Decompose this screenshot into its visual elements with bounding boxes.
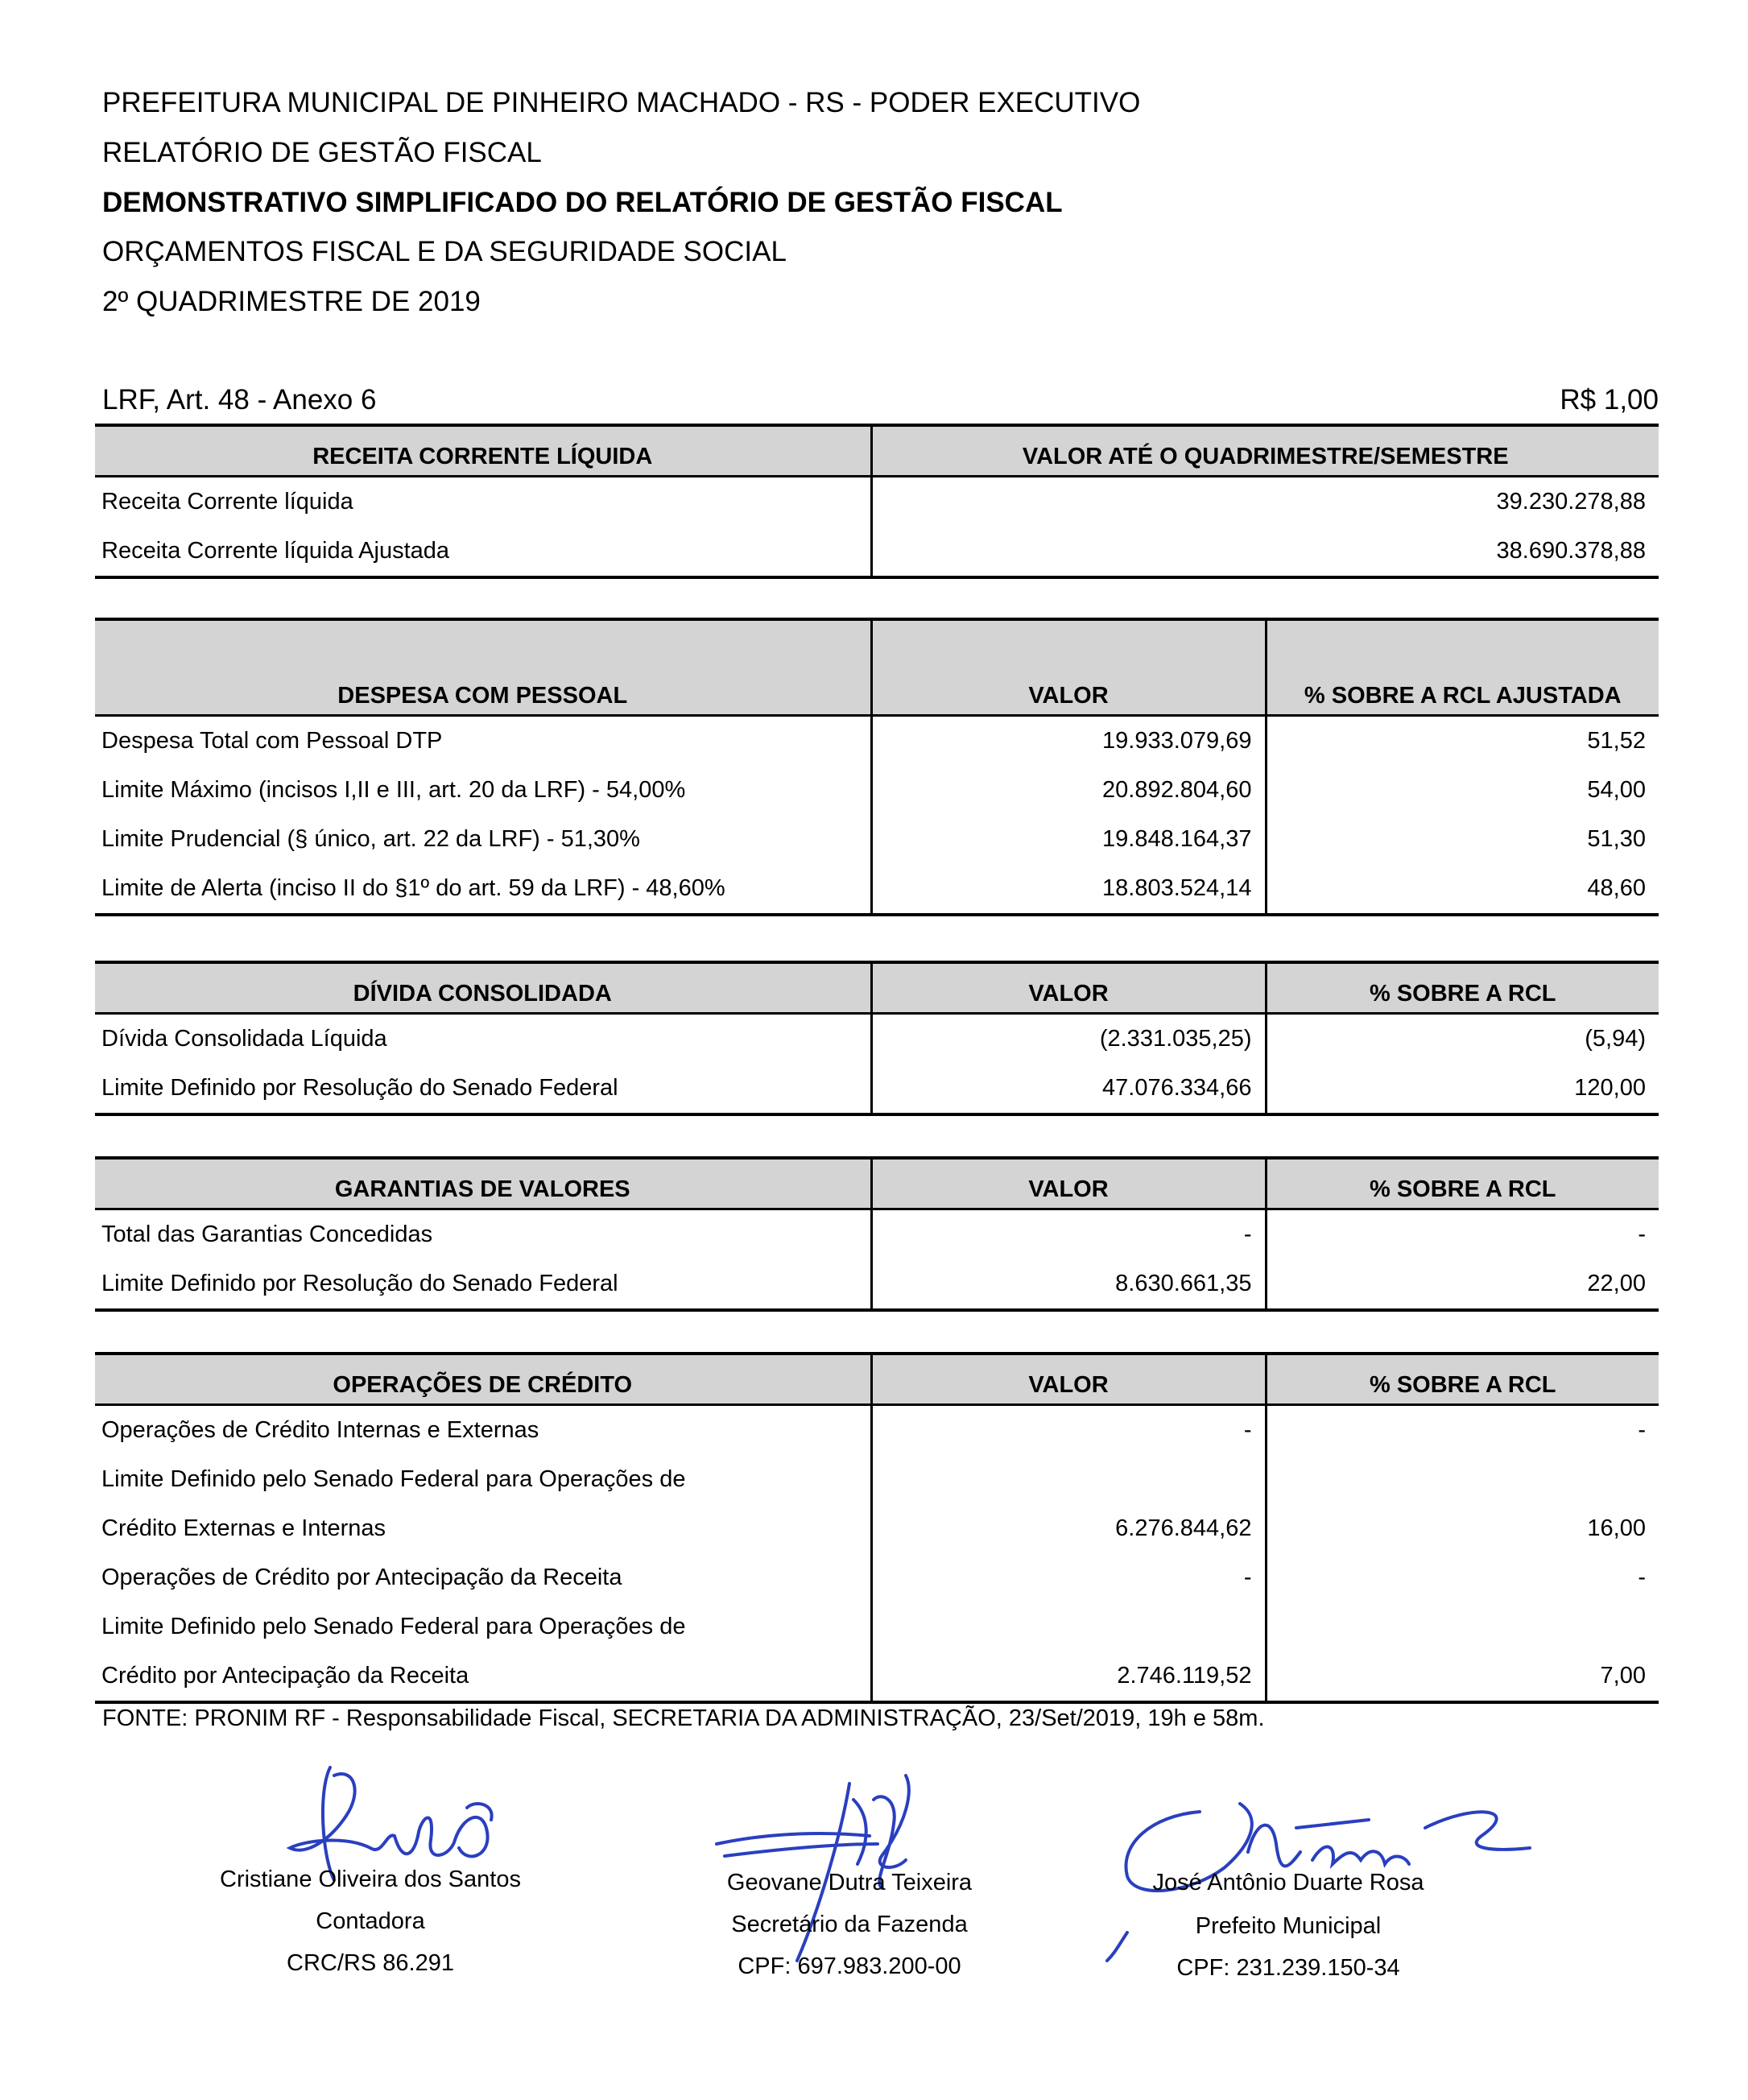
row-value: - <box>871 1209 1266 1260</box>
row-value: 8.630.661,35 <box>871 1259 1266 1310</box>
row-percent <box>1266 1455 1659 1504</box>
row-percent: 7,00 <box>1266 1651 1659 1702</box>
row-percent: 120,00 <box>1266 1064 1659 1114</box>
column-header: VALOR <box>871 1354 1266 1405</box>
table-row <box>95 527 1659 577</box>
row-value <box>871 1455 1266 1504</box>
row-value: 39.230.278,88 <box>871 477 1659 527</box>
row-percent: (5,94) <box>1266 1014 1659 1064</box>
column-header: % SOBRE A RCL <box>1266 962 1659 1014</box>
signer-name: Geovane Dutra Teixeira <box>726 1870 973 1895</box>
row-label: Limite Definido pelo Senado Federal para Operações de <box>101 1614 686 1639</box>
table-row <box>95 1455 1659 1504</box>
table-row <box>95 815 1659 864</box>
row-label: Limite Definido por Resolução do Senado Federal <box>95 1064 871 1114</box>
row-percent: 48,60 <box>1266 864 1659 915</box>
currency-unit: R$ 1,00 <box>1560 384 1659 415</box>
row-percent: - <box>1266 1405 1659 1456</box>
table-row <box>95 477 1659 527</box>
signer-role: Contadora <box>316 1908 425 1934</box>
table-row <box>95 1405 1659 1456</box>
table-row <box>95 1504 1659 1553</box>
table-row <box>95 1602 1659 1651</box>
row-label: Limite Prudencial (§ único, art. 22 da LRF) - 51,30% <box>101 826 640 852</box>
table-row <box>95 1259 1659 1310</box>
row-value: 2.746.119,52 <box>871 1651 1266 1702</box>
column-header: DÍVIDA CONSOLIDADA <box>95 962 871 1014</box>
row-value: 38.690.378,88 <box>871 527 1659 577</box>
signer-cpf: CPF: 231.239.150-34 <box>1176 1955 1400 1981</box>
rcl-table <box>95 424 1659 579</box>
row-percent: 51,30 <box>1266 815 1659 864</box>
table-header-row <box>95 619 1659 716</box>
row-percent: 22,00 <box>1266 1259 1659 1310</box>
row-label: Limite de Alerta (inciso II do §1º do art. 59 da LRF) - 48,60% <box>95 864 871 915</box>
credit-operations-table <box>95 1352 1659 1704</box>
row-value: (2.331.035,25) <box>871 1014 1266 1064</box>
row-label: Operações de Crédito por Antecipação da Receita <box>101 1565 622 1590</box>
row-label: Total das Garantias Concedidas <box>101 1222 433 1247</box>
table-row <box>95 716 1659 767</box>
row-value <box>871 1602 1266 1651</box>
column-header: GARANTIAS DE VALORES <box>95 1158 871 1209</box>
row-label: Crédito Externas e Internas <box>101 1515 386 1541</box>
column-header: % SOBRE A RCL AJUSTADA <box>1266 619 1659 716</box>
table-row <box>95 1064 1659 1114</box>
column-header: DESPESA COM PESSOAL <box>95 619 871 716</box>
table-row <box>95 1014 1659 1064</box>
row-label: Operações de Crédito Internas e Externas <box>101 1417 539 1443</box>
consolidated-debt-table <box>95 961 1659 1116</box>
column-header: VALOR ATÉ O QUADRIMESTRE/SEMESTRE <box>871 425 1659 477</box>
row-value: 18.803.524,14 <box>871 864 1266 915</box>
table-header-row <box>95 425 1659 477</box>
column-header: RECEITA CORRENTE LÍQUIDA <box>95 425 871 477</box>
table-row <box>95 1209 1659 1260</box>
row-value: 20.892.804,60 <box>871 766 1266 815</box>
signer-cpf: CPF: 697.983.200-00 <box>738 1953 961 1979</box>
row-percent: 54,00 <box>1266 766 1659 815</box>
signer-role: Secretário da Fazenda <box>731 1912 968 1937</box>
column-header: VALOR <box>871 619 1266 716</box>
row-value: 47.076.334,66 <box>871 1064 1266 1114</box>
row-percent: - <box>1266 1209 1659 1260</box>
table-row <box>95 1553 1659 1602</box>
row-label: Receita Corrente líquida Ajustada <box>95 527 871 577</box>
header-title: DEMONSTRATIVO SIMPLIFICADO DO RELATÓRIO DE GESTÃO FISCAL <box>102 187 1063 218</box>
row-value: - <box>871 1405 1266 1456</box>
law-reference: LRF, Art. 48 - Anexo 6 <box>102 384 377 415</box>
signer-role: Prefeito Municipal <box>1195 1913 1382 1939</box>
row-value: 6.276.844,62 <box>871 1504 1266 1553</box>
table-row <box>95 864 1659 915</box>
table-row <box>95 766 1659 815</box>
column-header: % SOBRE A RCL <box>1266 1158 1659 1209</box>
row-value: 19.848.164,37 <box>871 815 1266 864</box>
header-municipality: PREFEITURA MUNICIPAL DE PINHEIRO MACHADO - RS - PODER EXECUTIVO <box>102 87 1141 118</box>
row-percent: 16,00 <box>1266 1504 1659 1553</box>
row-value: 19.933.079,69 <box>871 716 1266 767</box>
row-label: Limite Definido pelo Senado Federal para Operações de <box>101 1466 686 1492</box>
header-period: 2º QUADRIMESTRE DE 2019 <box>102 286 481 317</box>
source-note: FONTE: PRONIM RF - Responsabilidade Fiscal, SECRETARIA DA ADMINISTRAÇÃO, 23/Set/2019, 19h e 58m. <box>102 1705 1265 1731</box>
signer-name: Cristiane Oliveira dos Santos <box>220 1866 521 1892</box>
signer-registration: CRC/RS 86.291 <box>287 1950 454 1976</box>
table-header-row <box>95 962 1659 1014</box>
guarantees-table <box>95 1156 1659 1312</box>
row-percent <box>1266 1602 1659 1651</box>
table-header-row <box>95 1158 1659 1209</box>
row-label: Limite Máximo (incisos I,II e III, art. 20 da LRF) - 54,00% <box>101 777 686 803</box>
column-header: VALOR <box>871 1158 1266 1209</box>
signer-name: José Antônio Duarte Rosa <box>1152 1870 1424 1895</box>
row-percent: 51,52 <box>1266 716 1659 767</box>
row-label: Dívida Consolidada Líquida <box>101 1026 387 1052</box>
column-header: OPERAÇÕES DE CRÉDITO <box>95 1354 871 1405</box>
column-header: % SOBRE A RCL <box>1266 1354 1659 1405</box>
row-label: Receita Corrente líquida <box>101 489 353 515</box>
row-percent: - <box>1266 1553 1659 1602</box>
table-header-row <box>95 1354 1659 1405</box>
header-budgets: ORÇAMENTOS FISCAL E DA SEGURIDADE SOCIAL <box>102 236 787 267</box>
table-row <box>95 1651 1659 1702</box>
row-value: - <box>871 1553 1266 1602</box>
row-label: Despesa Total com Pessoal DTP <box>101 728 443 754</box>
row-label: Crédito por Antecipação da Receita <box>95 1651 871 1702</box>
personnel-expense-table <box>95 618 1659 916</box>
header-report: RELATÓRIO DE GESTÃO FISCAL <box>102 137 542 168</box>
column-header: VALOR <box>871 962 1266 1014</box>
row-label: Limite Definido por Resolução do Senado Federal <box>95 1259 871 1310</box>
